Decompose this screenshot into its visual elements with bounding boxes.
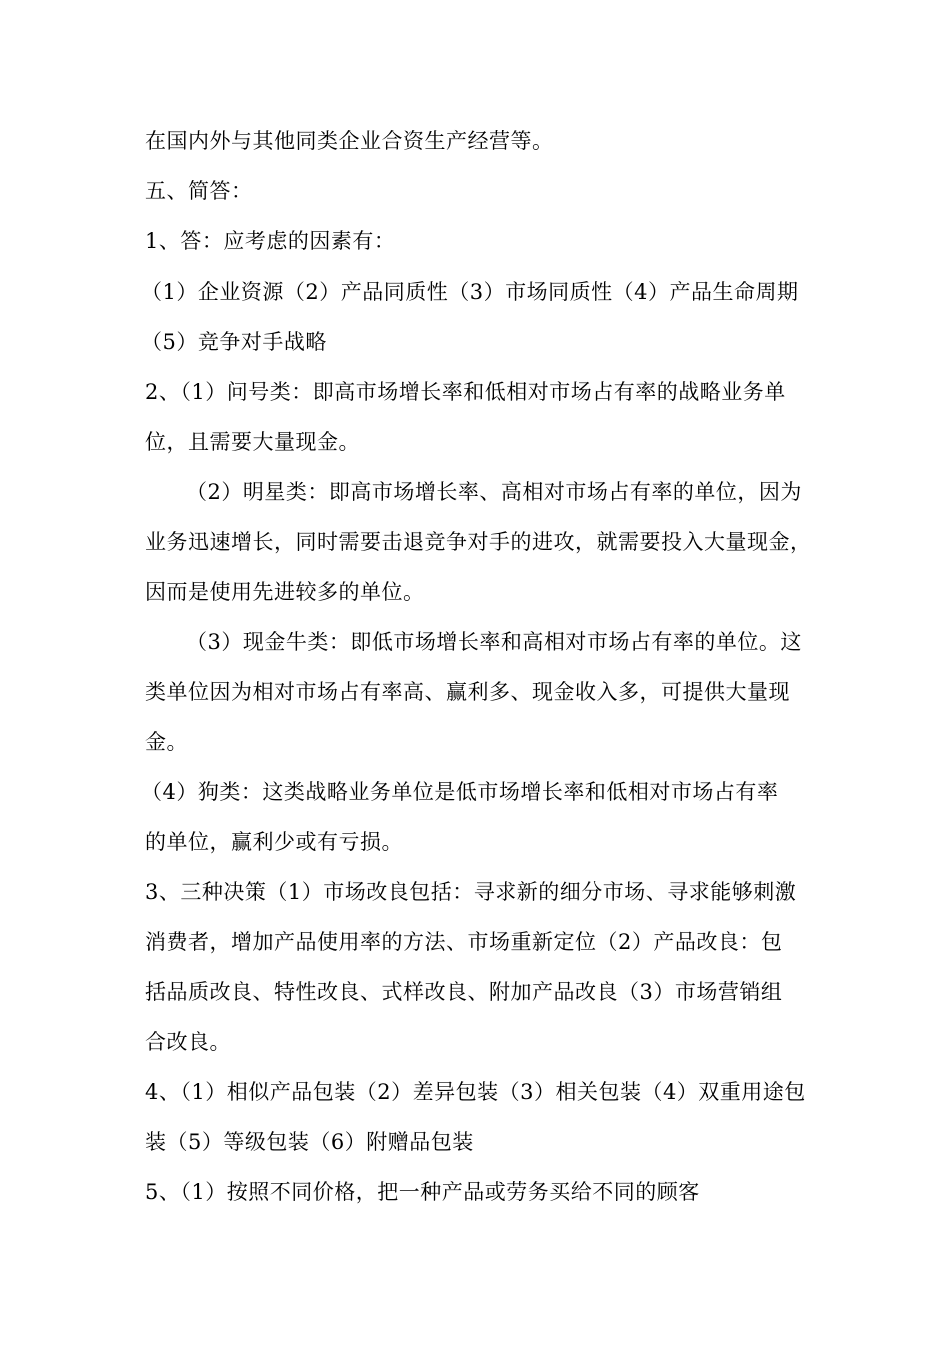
text-line: 业务迅速增长，同时需要击退竞争对手的进攻，就需要投入大量现金， [145,530,812,554]
text-line: 1、答：应考虑的因素有： [145,229,396,253]
text-line: 4、（1）相似产品包装（2）差异包装（3）相关包装（4）双重用途包 [145,1080,806,1104]
text-line: 金。 [145,730,188,754]
text-line: （2）明星类：即高市场增长率、高相对市场占有率的单位，因为 [186,480,802,504]
text-line: 3、三种决策（1）市场改良包括：寻求新的细分市场、寻求能够刺激 [145,880,797,904]
text-line: 位，且需要大量现金。 [145,430,360,454]
text-line: 因而是使用先进较多的单位。 [145,580,425,604]
text-line: 的单位，赢利少或有亏损。 [145,830,403,854]
text-line: 合改良。 [145,1030,231,1054]
section-heading: 五、简答： [145,179,253,203]
text-line: 5、（1）按照不同价格，把一种产品或劳务买给不同的顾客 [145,1180,700,1204]
text-line: 类单位因为相对市场占有率高、赢利多、现金收入多，可提供大量现 [145,680,790,704]
text-line: 括品质改良、特性改良、式样改良、附加产品改良（3）市场营销组 [145,980,783,1004]
text-line: 装（5）等级包装（6）附赠品包装 [145,1130,474,1154]
text-line: 在国内外与其他同类企业合资生产经营等。 [145,129,554,153]
text-line: （3）现金牛类：即低市场增长率和高相对市场占有率的单位。这 [186,630,802,654]
text-line: 消费者，增加产品使用率的方法、市场重新定位（2）产品改良：包 [145,930,783,954]
text-line: 2、（1）问号类：即高市场增长率和低相对市场占有率的战略业务单 [145,380,786,404]
text-line: （4）狗类：这类战略业务单位是低市场增长率和低相对市场占有率 [141,780,779,804]
text-line: （5）竞争对手战略 [141,330,327,354]
text-line: （1）企业资源（2）产品同质性（3）市场同质性（4）产品生命周期 [141,280,799,304]
